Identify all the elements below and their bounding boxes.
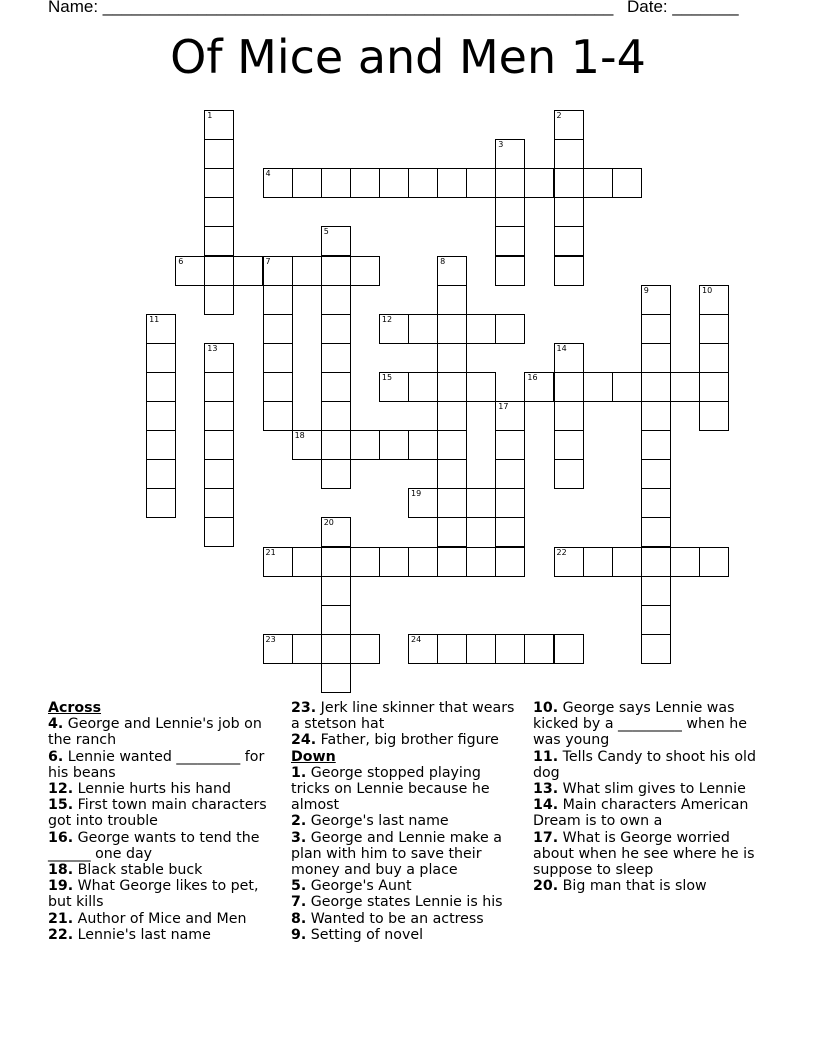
clue-item-number: 3. [291, 829, 307, 846]
grid-cell[interactable] [699, 547, 729, 577]
clue-item-text: Black stable buck [73, 862, 203, 879]
down-heading: Down [291, 748, 336, 765]
grid-cell[interactable] [641, 634, 671, 664]
grid-cell[interactable] [263, 314, 293, 344]
grid-cell[interactable] [554, 197, 584, 227]
grid-cell[interactable] [321, 343, 351, 373]
grid-cell[interactable] [263, 372, 293, 402]
grid-cell[interactable] [437, 343, 467, 373]
clue-item-text: George and Lennie's job on the ranch [48, 716, 262, 749]
grid-cell[interactable] [641, 343, 671, 373]
clue-item-text: What is George worried about when he see where he is suppose to sleep [533, 829, 755, 879]
clue-item-number: 5. [291, 878, 307, 895]
grid-cell[interactable] [321, 547, 351, 577]
clues-column-2 [291, 700, 523, 943]
grid-cell[interactable] [379, 168, 409, 198]
clue-number: 13 [207, 343, 218, 353]
grid-cell[interactable] [204, 343, 234, 373]
grid-cell[interactable] [146, 401, 176, 431]
clue-item-number: 19. [48, 878, 74, 895]
grid-cell[interactable] [495, 168, 525, 198]
clue-item-number: 21. [48, 910, 74, 927]
down-clue-list-continued [533, 700, 769, 894]
clue-item-number: 2. [291, 813, 307, 830]
grid-cell[interactable] [263, 256, 293, 286]
grid-cell[interactable] [641, 401, 671, 431]
grid-cell[interactable] [350, 634, 380, 664]
clue-item-number: 22. [48, 926, 74, 943]
grid-cell[interactable] [524, 372, 554, 402]
clue-number: 10 [702, 285, 713, 295]
clue-item [291, 911, 523, 927]
clue-item-text: Lennie's last name [73, 926, 211, 943]
clue-item [533, 700, 769, 749]
grid-cell[interactable] [379, 314, 409, 344]
clue-number: 20 [323, 518, 334, 528]
grid-cell[interactable] [408, 372, 438, 402]
grid-cell[interactable] [554, 634, 584, 664]
clue-item-text: Tells Candy to shoot his old dog [533, 748, 756, 781]
clue-item-number: 18. [48, 862, 74, 879]
clue-item-text: Setting of novel [306, 926, 424, 943]
grid-cell[interactable] [524, 168, 554, 198]
grid-cell[interactable] [204, 372, 234, 402]
clue-item [48, 749, 280, 781]
clue-item-number: 13. [533, 781, 559, 798]
clue-item-text: First town main characters got into trouble [48, 797, 267, 830]
across-heading: Across [48, 700, 102, 716]
clue-item-text: Big man that is slow [558, 878, 707, 895]
clue-item-number: 8. [291, 910, 307, 927]
grid-cell[interactable] [495, 197, 525, 227]
clue-number: 4 [265, 169, 271, 179]
grid-cell[interactable] [263, 168, 293, 198]
grid-cell[interactable] [641, 488, 671, 518]
clue-item-number: 1. [291, 764, 307, 781]
grid-cell[interactable] [379, 547, 409, 577]
grid-cell[interactable] [466, 314, 496, 344]
grid-cell[interactable] [437, 634, 467, 664]
grid-cell[interactable] [641, 517, 671, 547]
clue-item-text: Jerk line skinner that wears a stetson hat [291, 700, 515, 733]
clue-number: 1 [207, 111, 213, 120]
grid-cell[interactable] [321, 401, 351, 431]
clue-item [48, 927, 280, 943]
clue-item [533, 878, 769, 894]
clue-item-text: Wanted to be an actress [306, 910, 484, 927]
grid-cell[interactable] [437, 401, 467, 431]
grid-cell[interactable] [146, 459, 176, 489]
clue-item-number: 11. [533, 748, 559, 765]
grid-cell[interactable] [670, 372, 700, 402]
clue-item-text: George states Lennie is his [306, 894, 503, 911]
grid-cell[interactable] [583, 547, 613, 577]
clue-item-number: 20. [533, 878, 559, 895]
clue-item [291, 732, 523, 748]
clue-number: 16 [527, 372, 538, 382]
grid-cell[interactable] [263, 401, 293, 431]
clue-item-text: George says Lennie was kicked by a _________ when he was young [533, 700, 747, 749]
grid-cell[interactable] [641, 430, 671, 460]
grid-cell[interactable] [292, 547, 322, 577]
grid-cell[interactable] [175, 256, 205, 286]
grid-cell[interactable] [554, 372, 584, 402]
grid-cell[interactable] [670, 547, 700, 577]
clue-item [291, 927, 523, 943]
grid-cell[interactable] [379, 372, 409, 402]
clue-item [48, 911, 280, 927]
date-field-label: Date: _______ [627, 0, 739, 16]
grid-cell[interactable] [554, 430, 584, 460]
grid-cell[interactable] [321, 576, 351, 606]
clue-item-number: 17. [533, 829, 559, 846]
grid-cell[interactable] [321, 459, 351, 489]
clue-item-text: Author of Mice and Men [73, 910, 247, 927]
clue-item-number: 12. [48, 781, 74, 798]
grid-cell[interactable] [437, 459, 467, 489]
clue-number: 6 [178, 256, 184, 266]
grid-cell[interactable] [263, 547, 293, 577]
grid-cell[interactable] [204, 517, 234, 547]
clue-number: 15 [381, 372, 393, 382]
grid-cell[interactable] [204, 168, 234, 198]
grid-cell[interactable] [437, 430, 467, 460]
clue-item-text: George and Lennie make a plan with him to save their money and buy a place [291, 829, 502, 879]
clue-item-text: Father, big brother figure [316, 732, 499, 749]
grid-cell[interactable] [495, 517, 525, 547]
grid-cell[interactable] [641, 547, 671, 577]
grid-cell[interactable] [554, 226, 584, 256]
clue-item-number: 4. [48, 716, 64, 733]
grid-cell[interactable] [466, 634, 496, 664]
clue-number: 2 [556, 111, 562, 120]
grid-cell[interactable] [292, 168, 322, 198]
clue-number: 21 [265, 547, 276, 557]
grid-cell[interactable] [554, 110, 584, 140]
grid-cell[interactable] [641, 459, 671, 489]
clue-item [48, 797, 280, 829]
clue-item-number: 23. [291, 700, 317, 716]
grid-cell[interactable] [204, 285, 234, 315]
grid-cell[interactable] [437, 547, 467, 577]
grid-cell[interactable] [699, 314, 729, 344]
grid-cell[interactable] [641, 285, 671, 315]
grid-cell[interactable] [612, 168, 642, 198]
grid-cell[interactable] [699, 401, 729, 431]
clue-item-text: George's Aunt [306, 878, 412, 895]
grid-cell[interactable] [263, 634, 293, 664]
grid-cell[interactable] [321, 605, 351, 635]
puzzle-title: Of Mice and Men 1-4 [170, 30, 646, 84]
name-field-label: Name: ______________________________________________________ [48, 0, 614, 16]
grid-cell[interactable] [204, 459, 234, 489]
clue-number: 14 [556, 343, 567, 353]
grid-cell[interactable] [321, 663, 351, 693]
clue-number: 8 [440, 256, 446, 266]
clue-number: 5 [323, 227, 329, 237]
grid-cell[interactable] [495, 547, 525, 577]
grid-cell[interactable] [466, 547, 496, 577]
grid-cell[interactable] [437, 488, 467, 518]
grid-cell[interactable] [321, 430, 351, 460]
grid-cell[interactable] [350, 256, 380, 286]
grid-cell[interactable] [554, 139, 584, 169]
grid-cell[interactable] [641, 576, 671, 606]
clue-item-number: 6. [48, 748, 64, 765]
clue-item-number: 15. [48, 797, 74, 814]
clue-item [48, 830, 280, 862]
clue-number: 22 [556, 547, 567, 557]
clue-number: 9 [643, 285, 649, 295]
grid-cell[interactable] [437, 168, 467, 198]
grid-cell[interactable] [408, 314, 438, 344]
grid-cell[interactable] [321, 226, 351, 256]
grid-cell[interactable] [321, 285, 351, 315]
grid-cell[interactable] [641, 372, 671, 402]
clue-number: 3 [498, 140, 504, 150]
grid-cell[interactable] [495, 139, 525, 169]
grid-cell[interactable] [554, 343, 584, 373]
grid-cell[interactable] [263, 285, 293, 315]
grid-cell[interactable] [495, 314, 525, 344]
grid-cell[interactable] [495, 401, 525, 431]
grid-cell[interactable] [204, 139, 234, 169]
grid-cell[interactable] [408, 168, 438, 198]
grid-cell[interactable] [437, 372, 467, 402]
grid-cell[interactable] [554, 459, 584, 489]
grid-cell[interactable] [495, 226, 525, 256]
grid-cell[interactable] [321, 256, 351, 286]
grid-cell[interactable] [495, 430, 525, 460]
clue-item [48, 716, 280, 748]
clue-number: 17 [498, 402, 509, 411]
grid-cell[interactable] [321, 168, 351, 198]
clue-item-number: 24. [291, 732, 317, 749]
clues-column-1 [48, 700, 280, 943]
grid-cell[interactable] [699, 372, 729, 402]
clue-number: 12 [381, 314, 393, 324]
grid-cell[interactable] [204, 401, 234, 431]
grid-cell[interactable] [495, 488, 525, 518]
grid-cell[interactable] [554, 168, 584, 198]
clue-item-text: George stopped playing tricks on Lennie because he almost [291, 764, 490, 814]
grid-cell[interactable] [408, 488, 438, 518]
grid-cell[interactable] [437, 285, 467, 315]
clue-number: 23 [265, 634, 276, 644]
grid-cell[interactable] [583, 372, 613, 402]
across-clue-list [48, 716, 280, 943]
grid-cell[interactable] [437, 517, 467, 547]
clue-item [291, 813, 523, 829]
grid-cell[interactable] [408, 430, 438, 460]
clue-item [533, 781, 769, 797]
grid-cell[interactable] [612, 372, 642, 402]
grid-cell[interactable] [292, 256, 322, 286]
grid-cell[interactable] [466, 488, 496, 518]
clues-column-3 [533, 700, 769, 894]
clue-item-number: 7. [291, 894, 307, 911]
grid-cell[interactable] [146, 314, 176, 344]
clue-item-text: Lennie hurts his hand [73, 781, 231, 798]
grid-cell[interactable] [204, 110, 234, 140]
grid-cell[interactable] [641, 605, 671, 635]
grid-cell[interactable] [204, 488, 234, 518]
grid-cell[interactable] [204, 226, 234, 256]
grid-cell[interactable] [379, 430, 409, 460]
clue-item-number: 16. [48, 829, 74, 846]
clue-item [291, 830, 523, 879]
clue-number: 19 [411, 489, 422, 499]
grid-cell[interactable] [554, 401, 584, 431]
grid-cell[interactable] [495, 256, 525, 286]
clue-item [291, 765, 523, 814]
clue-number: 18 [294, 431, 305, 441]
clue-item-text: What George likes to pet, but kills [48, 878, 259, 911]
clue-item [533, 797, 769, 829]
clue-number: 7 [265, 256, 271, 266]
grid-cell[interactable] [233, 256, 263, 286]
clue-item-number: 14. [533, 797, 559, 814]
grid-cell[interactable] [292, 634, 322, 664]
grid-cell[interactable] [146, 372, 176, 402]
clue-item [48, 878, 280, 910]
across-clue-list-continued [291, 700, 523, 749]
grid-cell[interactable] [350, 430, 380, 460]
grid-cell[interactable] [466, 372, 496, 402]
grid-cell[interactable] [437, 314, 467, 344]
clue-item [291, 894, 523, 910]
clue-item-number: 10. [533, 700, 559, 716]
grid-cell[interactable] [321, 517, 351, 547]
grid-cell[interactable] [146, 430, 176, 460]
down-clue-list [291, 765, 523, 943]
grid-cell[interactable] [146, 488, 176, 518]
grid-cell[interactable] [292, 430, 322, 460]
clue-item [48, 781, 280, 797]
clue-item [291, 700, 523, 732]
grid-cell[interactable] [554, 547, 584, 577]
grid-cell[interactable] [321, 372, 351, 402]
grid-cell[interactable] [554, 256, 584, 286]
grid-cell[interactable] [437, 256, 467, 286]
clue-item-text: What slim gives to Lennie [558, 781, 746, 798]
grid-cell[interactable] [466, 168, 496, 198]
grid-cell[interactable] [350, 168, 380, 198]
clue-item [48, 862, 280, 878]
clue-item-text: Lennie wanted _________ for his beans [48, 748, 265, 781]
grid-cell[interactable] [495, 634, 525, 664]
grid-cell[interactable] [408, 634, 438, 664]
clue-item-text: George wants to tend the ______ one day [48, 829, 260, 862]
clue-number: 24 [411, 634, 422, 644]
grid-cell[interactable] [699, 285, 729, 315]
grid-cell[interactable] [204, 197, 234, 227]
clue-item [533, 749, 769, 781]
clue-item-text: George's last name [306, 813, 449, 830]
grid-cell[interactable] [612, 547, 642, 577]
grid-cell[interactable] [321, 314, 351, 344]
grid-cell[interactable] [263, 343, 293, 373]
clue-number: 11 [149, 314, 160, 324]
grid-cell[interactable] [204, 430, 234, 460]
grid-cell[interactable] [583, 168, 613, 198]
clue-item [291, 878, 523, 894]
grid-cell[interactable] [146, 343, 176, 373]
grid-cell[interactable] [699, 343, 729, 373]
clue-item-number: 9. [291, 926, 307, 943]
grid-cell[interactable] [641, 314, 671, 344]
clue-item [533, 830, 769, 879]
grid-cell[interactable] [524, 634, 554, 664]
grid-cell[interactable] [321, 634, 351, 664]
grid-cell[interactable] [204, 256, 234, 286]
grid-cell[interactable] [350, 547, 380, 577]
grid-cell[interactable] [408, 547, 438, 577]
clue-item-text: Main characters American Dream is to own a [533, 797, 749, 830]
grid-cell[interactable] [495, 459, 525, 489]
